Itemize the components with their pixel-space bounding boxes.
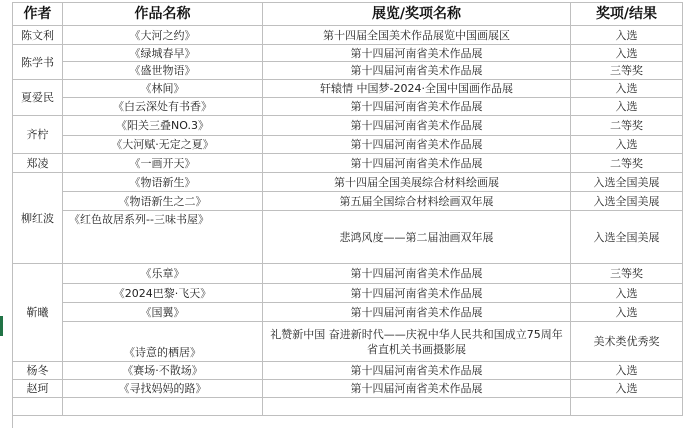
empty-cell[interactable] bbox=[63, 398, 263, 416]
empty-cell[interactable] bbox=[571, 398, 683, 416]
author-cell[interactable]: 柳红波 bbox=[13, 173, 63, 264]
awards-table bbox=[12, 2, 683, 428]
result-cell[interactable]: 入选全国美展 bbox=[571, 192, 683, 211]
author-cell[interactable]: 夏爱民 bbox=[13, 80, 63, 116]
work-cell[interactable]: 《一画开天》 bbox=[63, 154, 263, 173]
work-cell[interactable]: 《国翼》 bbox=[63, 303, 263, 322]
exhibition-cell[interactable]: 第十四届河南省美术作品展 bbox=[263, 98, 571, 116]
result-cell[interactable]: 三等奖 bbox=[571, 264, 683, 284]
result-cell[interactable]: 入选 bbox=[571, 284, 683, 303]
work-cell[interactable]: 《大河赋·无定之夏》 bbox=[63, 136, 263, 154]
work-cell[interactable]: 《阳关三叠NO.3》 bbox=[63, 116, 263, 136]
header-exhibition[interactable]: 展览/奖项名称 bbox=[263, 3, 571, 26]
result-cell[interactable]: 入选全国美展 bbox=[571, 173, 683, 192]
author-cell[interactable]: 齐柠 bbox=[13, 116, 63, 154]
exhibition-cell[interactable]: 悲鸿风度——第二届油画双年展 bbox=[263, 211, 571, 264]
work-cell[interactable]: 《白云深处有书香》 bbox=[63, 98, 263, 116]
header-author[interactable]: 作者 bbox=[13, 3, 63, 26]
exhibition-cell[interactable]: 第十四届河南省美术作品展 bbox=[263, 264, 571, 284]
author-cell[interactable]: 陈文利 bbox=[13, 26, 63, 45]
author-cell[interactable]: 赵珂 bbox=[13, 380, 63, 398]
exhibition-cell[interactable]: 第十四届河南省美术作品展 bbox=[263, 154, 571, 173]
result-cell[interactable]: 二等奖 bbox=[571, 154, 683, 173]
header-result[interactable]: 奖项/结果 bbox=[571, 3, 683, 26]
work-cell[interactable]: 《绿城春早》 bbox=[63, 45, 263, 62]
result-cell[interactable]: 三等奖 bbox=[571, 62, 683, 80]
work-cell[interactable]: 《诗意的栖居》 bbox=[63, 322, 263, 362]
exhibition-cell[interactable]: 第十四届河南省美术作品展 bbox=[263, 45, 571, 62]
work-cell[interactable]: 《红色故居系列--三味书屋》 bbox=[63, 211, 263, 264]
exhibition-cell[interactable]: 第十四届河南省美术作品展 bbox=[263, 62, 571, 80]
exhibition-cell[interactable]: 第五届全国综合材料绘画双年展 bbox=[263, 192, 571, 211]
result-cell[interactable]: 入选 bbox=[571, 80, 683, 98]
work-cell[interactable]: 《2024巴黎·飞天》 bbox=[63, 284, 263, 303]
work-cell[interactable]: 《赛场·不散场》 bbox=[63, 362, 263, 380]
work-cell[interactable]: 《盛世物语》 bbox=[63, 62, 263, 80]
result-cell[interactable]: 入选 bbox=[571, 98, 683, 116]
author-cell[interactable]: 郑凌 bbox=[13, 154, 63, 173]
empty-cell[interactable] bbox=[263, 398, 571, 416]
exhibition-cell[interactable]: 第十四届河南省美术作品展 bbox=[263, 284, 571, 303]
empty-cell[interactable] bbox=[13, 398, 63, 416]
exhibition-cell[interactable]: 第十四届河南省美术作品展 bbox=[263, 136, 571, 154]
result-cell[interactable]: 入选 bbox=[571, 303, 683, 322]
author-cell[interactable]: 靳曦 bbox=[13, 264, 63, 362]
exhibition-cell[interactable]: 第十四届河南省美术作品展 bbox=[263, 303, 571, 322]
header-work[interactable]: 作品名称 bbox=[63, 3, 263, 26]
result-cell[interactable]: 美术类优秀奖 bbox=[571, 322, 683, 362]
work-cell[interactable]: 《物语新生之二》 bbox=[63, 192, 263, 211]
work-cell[interactable]: 《寻找妈妈的路》 bbox=[63, 380, 263, 398]
work-cell[interactable]: 《大河之约》 bbox=[63, 26, 263, 45]
result-cell[interactable]: 入选全国美展 bbox=[571, 211, 683, 264]
exhibition-cell[interactable]: 轩辕情 中国梦-2024·全国中国画作品展 bbox=[263, 80, 571, 98]
selected-row-indicator bbox=[0, 316, 3, 336]
result-cell[interactable]: 入选 bbox=[571, 136, 683, 154]
result-cell[interactable]: 入选 bbox=[571, 26, 683, 45]
result-cell[interactable]: 入选 bbox=[571, 45, 683, 62]
exhibition-cell[interactable]: 第十四届全国美展综合材料绘画展 bbox=[263, 173, 571, 192]
exhibition-cell[interactable]: 第十四届河南省美术作品展 bbox=[263, 362, 571, 380]
exhibition-cell[interactable]: 第十四届全国美术作品展览中国画展区 bbox=[263, 26, 571, 45]
exhibition-cell[interactable]: 礼赞新中国 奋进新时代——庆祝中华人民共和国成立75周年省直机关书画摄影展 bbox=[263, 322, 571, 362]
result-cell[interactable]: 入选 bbox=[571, 380, 683, 398]
work-cell[interactable]: 《物语新生》 bbox=[63, 173, 263, 192]
author-cell[interactable]: 杨冬 bbox=[13, 362, 63, 380]
exhibition-cell[interactable]: 第十四届河南省美术作品展 bbox=[263, 116, 571, 136]
author-cell[interactable]: 陈学书 bbox=[13, 45, 63, 80]
result-cell[interactable]: 二等奖 bbox=[571, 116, 683, 136]
work-cell[interactable]: 《林间》 bbox=[63, 80, 263, 98]
work-cell[interactable]: 《乐章》 bbox=[63, 264, 263, 284]
exhibition-cell[interactable]: 第十四届河南省美术作品展 bbox=[263, 380, 571, 398]
result-cell[interactable]: 入选 bbox=[571, 362, 683, 380]
